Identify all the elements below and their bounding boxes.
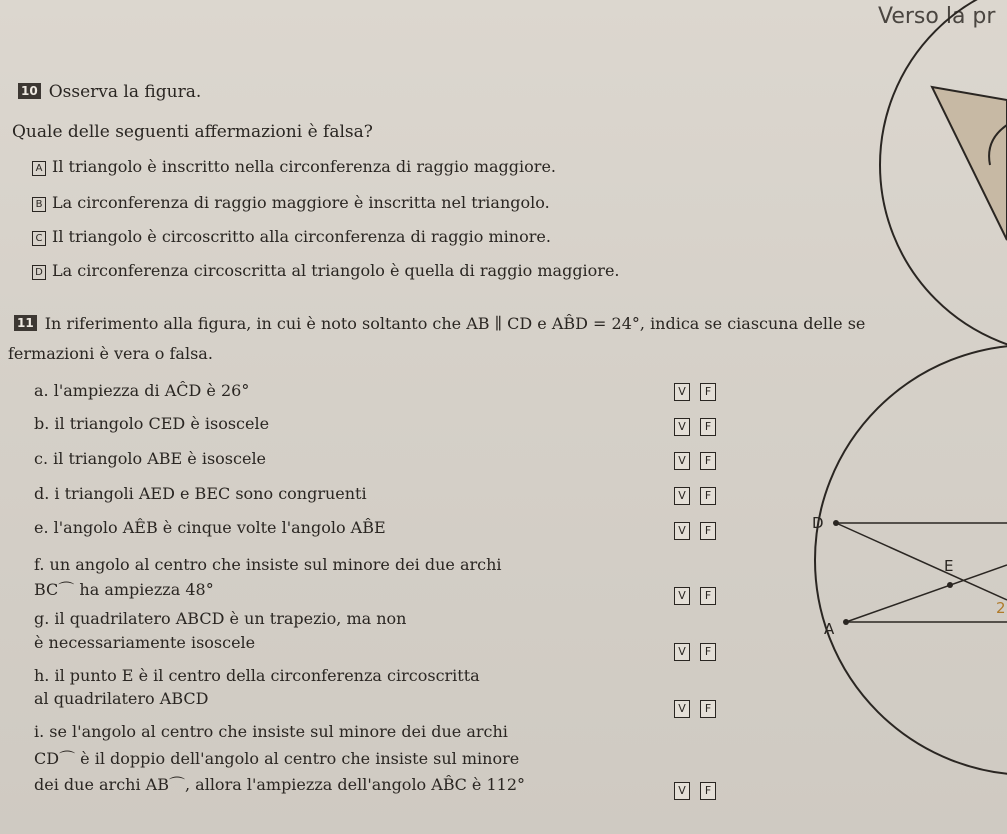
item-i-line3: dei due archi AB⌒, allora l'ampiezza dell'angolo AB̂C è 112° xyxy=(34,775,526,794)
label-edge: 2 xyxy=(996,599,1006,617)
false-box-g[interactable]: F xyxy=(700,643,716,661)
option-text-a: Il triangolo è inscritto nella circonferenza di raggio maggiore. xyxy=(52,157,556,176)
ex10-question: Quale delle seguenti affermazioni è falsa? xyxy=(12,122,373,142)
true-box-g[interactable]: V xyxy=(674,643,690,661)
circumcircle xyxy=(815,345,1007,775)
option-letter-c: C xyxy=(32,231,46,246)
true-box-b[interactable]: V xyxy=(674,418,690,436)
label-a: A xyxy=(824,620,835,638)
ex11-number: 11 xyxy=(14,315,37,331)
option-letter-b: B xyxy=(32,197,46,212)
item-f-line1: f. un angolo al centro che insiste sul minore dei due archi xyxy=(34,555,502,574)
true-box-f[interactable]: V xyxy=(674,587,690,605)
option-letter-d: D xyxy=(32,265,46,280)
item-f-line2: BC⌒ ha ampiezza 48° xyxy=(34,580,214,599)
item-i-line1: i. se l'angolo al centro che insiste sul minore dei due archi xyxy=(34,722,508,741)
label-d: D xyxy=(812,514,824,532)
option-text-b: La circonferenza di raggio maggiore è inscritta nel triangolo. xyxy=(52,193,550,212)
item-d: d. i triangoli AED e BEC sono congruenti xyxy=(34,484,367,503)
segment-d-diagonal xyxy=(836,523,1007,600)
true-box-e[interactable]: V xyxy=(674,522,690,540)
item-c: c. il triangolo ABE è isoscele xyxy=(34,449,267,468)
false-box-e[interactable]: F xyxy=(700,522,716,540)
ex11-intro-text: In riferimento alla figura, in cui è noto soltanto che AB ∥ CD e AB̂D = 24°, indica se ciascuna delle se xyxy=(44,314,866,333)
false-box-h[interactable]: F xyxy=(700,700,716,718)
option-letter-a: A xyxy=(32,161,46,176)
item-h-line1: h. il punto E è il centro della circonferenza circoscritta xyxy=(34,666,480,685)
option-text-c: Il triangolo è circoscritto alla circonferenza di raggio minore. xyxy=(52,227,551,246)
item-b: b. il triangolo CED è isoscele xyxy=(34,414,270,433)
section-header: Verso la pr xyxy=(878,4,996,29)
point-d xyxy=(833,520,839,526)
false-box-i[interactable]: F xyxy=(700,782,716,800)
false-box-b[interactable]: F xyxy=(700,418,716,436)
false-box-a[interactable]: F xyxy=(700,383,716,401)
false-box-c[interactable]: F xyxy=(700,452,716,470)
true-box-h[interactable]: V xyxy=(674,700,690,718)
ex10-number: 10 xyxy=(18,83,41,99)
point-e xyxy=(947,582,953,588)
true-box-a[interactable]: V xyxy=(674,383,690,401)
item-h-line2: al quadrilatero ABCD xyxy=(34,689,209,708)
false-box-f[interactable]: F xyxy=(700,587,716,605)
item-g-line2: è necessariamente isoscele xyxy=(34,633,256,652)
segment-a-diagonal xyxy=(846,565,1007,622)
true-box-c[interactable]: V xyxy=(674,452,690,470)
ex10-prompt: Osserva la figura. xyxy=(48,82,202,102)
ex11-intro-line2: fermazioni è vera o falsa. xyxy=(8,344,213,363)
item-e: e. l'angolo AÊB è cinque volte l'angolo AB̂E xyxy=(34,518,386,537)
item-g-line1: g. il quadrilatero ABCD è un trapezio, ma non xyxy=(34,609,407,628)
point-a xyxy=(843,619,849,625)
item-i-line2: CD⌒ è il doppio dell'angolo al centro che insiste sul minore xyxy=(34,749,520,768)
true-box-i[interactable]: V xyxy=(674,782,690,800)
item-a: a. l'ampiezza di AĈD è 26° xyxy=(34,381,250,400)
option-text-d: La circonferenza circoscritta al triangolo è quella di raggio maggiore. xyxy=(52,261,620,280)
label-e: E xyxy=(944,557,954,575)
false-box-d[interactable]: F xyxy=(700,487,716,505)
true-box-d[interactable]: V xyxy=(674,487,690,505)
